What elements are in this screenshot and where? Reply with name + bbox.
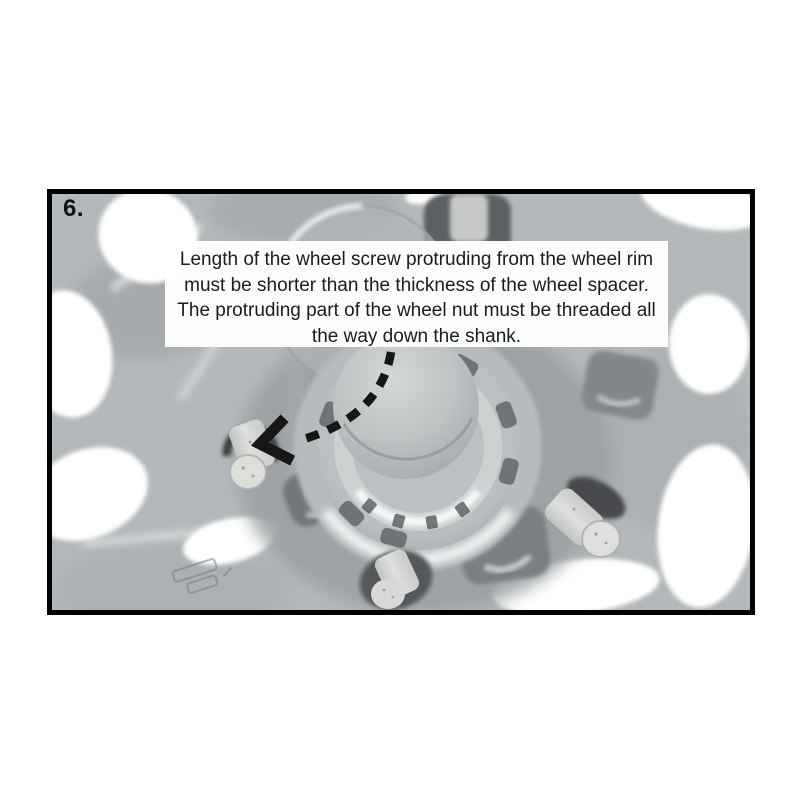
caption-box bbox=[165, 241, 668, 347]
step-number: 6. bbox=[63, 195, 85, 222]
hub-dome bbox=[333, 333, 479, 479]
caption-line-4: the way down the shank. bbox=[311, 325, 522, 347]
caption-line-1: Length of the wheel screw protruding from the wheel rim bbox=[179, 249, 654, 270]
caption-line-3: The protruding part of the wheel nut must be threaded all bbox=[177, 300, 656, 321]
instruction-figure bbox=[47, 189, 755, 615]
hub-center bbox=[294, 323, 542, 571]
caption-line-2: must be shorter than the thickness of the wheel spacer. bbox=[184, 274, 649, 296]
